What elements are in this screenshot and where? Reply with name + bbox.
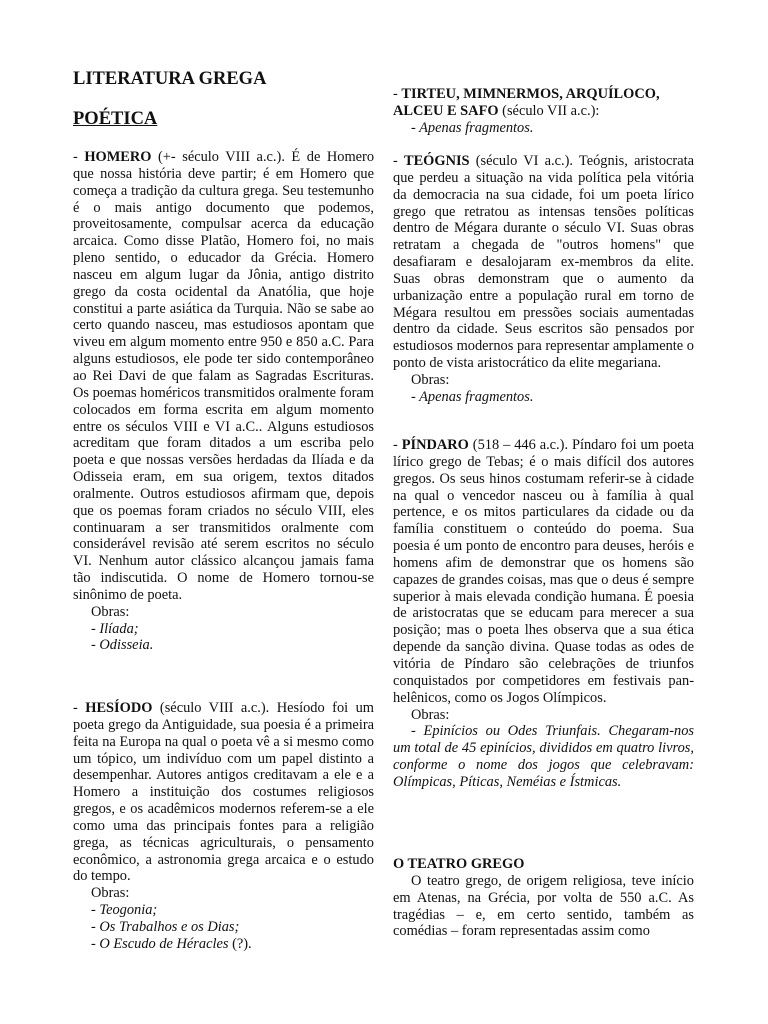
teognis-text: (século VI a.c.). Teógnis, aristocrata que perdeu a situação na vida política pela vitória da democracia na sua cidade, foi um poeta lírico grego que retratou as intensas tensões políticas dentro de Mégara durante o século VI. Suas obras retratam a chegada de "outros homens" que desafiaram e desalojaram ex-membros da elite. Suas obras demonstram que o aumento da urbanização entre a população rural em torno de Mégara resultou em pressões sociais aumentadas dentro da cidade. Seus escritos são pensados por estudiosos modernos para representar amplamente o ponto de vista aristocrático da elite megariana. [393, 153, 694, 372]
homero-obras-label: Obras: [91, 603, 130, 620]
homero-paragraph: - HOMERO (+- século VIII a.c.). É de Homero que nossa história deve partir; é em Homero que começa a tradição da cultura grega. Seu testemunho é o mais antigo documento que podemos, proveitosamente, compulsar acerca da educação arcaica. Como disse Platão, Homero foi, no mais pleno sentido, o educador da Grécia. Homero nasceu em algum lugar da Jônia, antigo distrito grego da costa ocidental da Anatólia, que hoje constitui a parte asiática da Turquia. Não se sabe ao certo quando nasceu, mas estudiosos apontam que viveu em algum momento entre 950 e 850 a.C. Para alguns estudiosos, ele pode ter sido contemporâneo ao Rei Davi de que falam as Sagradas Escrituras. Os poemas homéricos transmitidos oralmente foram colocados em forma escrita em algum momento entre os séculos VIII e VI a.C.. Alguns estudiosos acreditam que foram ditados a um escriba pelo poeta e que nossas versões herdadas da Ilíada e da Odisseia eram, em sua origem, textos ditados oralmente. Outros estudiosos afirmam que, depois que os poemas foram criados no século VIII, eles continuaram a ser transmitidos oralmente com considerável revisão até serem escritos no século VI. Nenhum autor clássico alcançou jamais fama tão indiscutida. O nome de Homero tornou-se sinônimo de poeta. [73, 149, 375, 603]
homero-work: - Odisseia. [91, 637, 154, 654]
teatro-paragraph: O teatro grego, de origem religiosa, teve início em Atenas, na Grécia, por volta de 550 a.C. As tragédias – e, em certo sentido, também as comédias – foram representadas assim como [393, 872, 694, 940]
tirteu-names: TIRTEU, MIMNERMOS, ARQUÍLOCO, ALCEU E SAFO [393, 86, 660, 119]
section-title: POÉTICA [73, 109, 158, 129]
pindaro-obras-label: Obras: [411, 706, 450, 723]
pindaro-name: PÍNDARO [401, 437, 469, 453]
teognis-obras-label: Obras: [411, 371, 450, 388]
teognis-paragraph: - TEÓGNIS (século VI a.c.). Teógnis, aristocrata que perdeu a situação na vida política pela vitória da democracia na sua cidade, foi um poeta lírico grego que retratou as intensas tensões políticas dentro de Mégara durante o século VI. Suas obras retratam a chegada de "outros homens" que desafiaram e desalojaram ex-membros da elite. Suas obras demonstram que o aumento da urbanização entre a população rural em torno de Mégara resultou em pressões sociais aumentadas dentro da cidade. Seus escritos são pensados por estudiosos modernos para representar amplamente o ponto de vista aristocrático da elite megariana. [393, 153, 694, 372]
pindaro-paragraph: - PÍNDARO (518 – 446 a.c.). Píndaro foi um poeta lírico grego de Tebas; é o mais difícil dos autores gregos. Os seus hinos costumam referir-se à cidade na qual o vencedor nasceu ou à família à qual pertence, e os mitos particulares da cidade ou da família constituem o conteúdo do poema. Sua poesia é um ponto de encontro para deuses, heróis e homens afim de demonstrar que os homens são capazes de grandes coisas, mas que o deus é sempre superior à mais elevada condição humana. É poesia de aristocratas que se educam para merecer a sua posição; mas o poeta lhes observa que a sua ética depende da sanção divina. Quase todas as odes de vitória de Píndaro são celebrações de triunfos conquistados por competidores em festivais pan-helênicos, como os Jogos Olímpicos. [393, 437, 695, 706]
tirteu-text: (século VII a.c.): [498, 102, 600, 119]
hesiodo-paragraph: - HESÍODO (século VIII a.c.). Hesíodo foi um poeta grego da Antiguidade, sua poesia é a primeira feita na Europa na qual o poeta vê a si mesmo como um tópico, um indivíduo com um papel distinto a desempenhar. Autores antigos creditavam a ele e a Homero a instituição dos costumes religiosos gregos, e os acadêmicos modernos referem-se a ele como uma das principais fontes para a religião grega, as técnicas agriculturais, o pensamento econômico, a astronomia grega arcaica e o estudo do tempo. [73, 700, 374, 885]
homero-entry [73, 149, 374, 654]
hesiodo-text: (século VIII a.c.). Hesíodo foi um poeta grego da Antiguidade, sua poesia é a primeira feita na Europa na qual o poeta vê a si mesmo como um tópico, um indivíduo com um papel distinto a desempenhar. Autores antigos creditavam a ele e a Homero a instituição dos costumes religiosos gregos, e os acadêmicos modernos referem-se a ele como uma das principais fontes para a religião grega, as técnicas agriculturais, o pensamento econômico, a astronomia grega arcaica e o estudo do tempo. [73, 700, 374, 885]
tirteu-entry [393, 86, 694, 137]
document-title: LITERATURA GREGA [73, 69, 267, 89]
pindaro-works: - Epinícios ou Odes Triunfais. Chegaram-nos um total de 45 epinícios, divididos em quatro livros, conforme o nome dos jogos que celebravam: Olímpicas, Píticas, Neméias e Ístmicas. [393, 723, 694, 790]
teatro-section [393, 856, 694, 940]
hesiodo-work: - O Escudo de Héracles (?). [91, 935, 252, 952]
hesiodo-entry [73, 700, 374, 953]
hesiodo-work: - Os Trabalhos e os Dias; [91, 918, 240, 935]
teognis-note: - Apenas fragmentos. [411, 388, 534, 405]
pindaro-entry [393, 437, 694, 791]
teognis-name: TEÓGNIS [403, 153, 470, 169]
tirteu-note: - Apenas fragmentos. [411, 119, 534, 136]
hesiodo-name: HESÍODO [85, 700, 153, 716]
teognis-entry [393, 153, 694, 406]
teatro-heading: O TEATRO GREGO [393, 856, 525, 872]
hesiodo-obras-label: Obras: [91, 885, 130, 902]
homero-name: HOMERO [84, 149, 152, 165]
homero-work: - Ilíada; [91, 620, 139, 637]
pindaro-text: (518 – 446 a.c.). Píndaro foi um poeta lírico grego de Tebas; é o mais difícil dos autores gregos. Os seus hinos costumam referir-se à cidade na qual o vencedor nasceu ou à família à qual pertence, e os mitos particulares da cidade ou da família constituem o conteúdo do poema. Sua poesia é um ponto de encontro para deuses, heróis e homens afim de demonstrar que os homens são capazes de grandes coisas, mas que o deus é sempre superior à mais elevada condição humana. É poesia de aristocratas que se educam para merecer a sua posição; mas o poeta lhes observa que a sua ética depende da sanção divina. Quase todas as odes de vitória de Píndaro são celebrações de triunfos conquistados por competidores em festivais pan-helênicos, como os Jogos Olímpicos. [393, 437, 695, 706]
homero-text: (+- século VIII a.c.). É de Homero que nossa história deve partir; é em Homero que começa a tradição da cultura grega. Seu testemunho é o mais antigo documento que podemos, proveitosamente, compulsar acerca da educação arcaica. Como disse Platão, Homero foi, no mais pleno sentido, o educador da Grécia. Homero nasceu em algum lugar da Jônia, antigo distrito grego da costa ocidental da Anatólia, que hoje constitui a parte asiática da Turquia. Não se sabe ao certo quando nasceu, mas estudiosos apontam que viveu em algum momento entre 950 e 850 a.C. Para alguns estudiosos, ele pode ter sido contemporâneo ao Rei Davi de que falam as Sagradas Escrituras. Os poemas homéricos transmitidos oralmente foram colocados em forma escrita em algum momento entre os séculos VIII e VI a.C.. Alguns estudiosos acreditam que foram ditados a um escriba pelo poeta e que nossas versões herdadas da Ilíada e da Odisseia eram, em sua origem, textos ditados oralmente. Outros estudiosos afirmam que, depois que os poemas foram criados no século VIII, eles continuaram a ser transmitidos oralmente com considerável revisão até serem escritos no século VI. Nenhum autor clássico alcançou jamais fama tão indiscutida. O nome de Homero tornou-se sinônimo de poeta. [73, 149, 375, 603]
tirteu-paragraph: - TIRTEU, MIMNERMOS, ARQUÍLOCO, ALCEU E SAFO (século VII a.c.): [393, 86, 660, 119]
hesiodo-work: - Teogonia; [91, 902, 158, 919]
